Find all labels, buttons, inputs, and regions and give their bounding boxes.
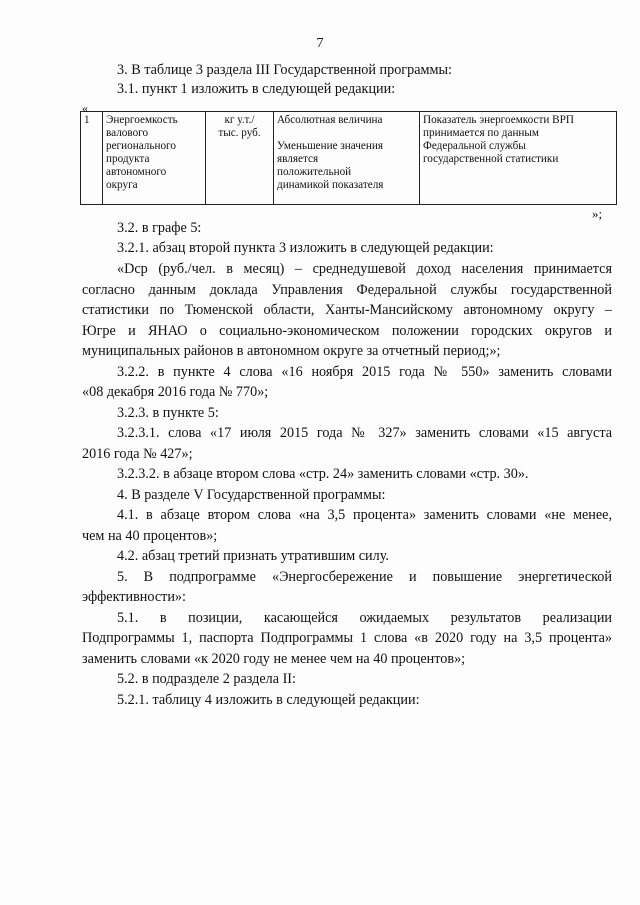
paragraph-line: 3.2.3. в пункте 5: <box>117 405 219 421</box>
paragraph-line: статистики по Тюменской области, Ханты-Мансийскому автономному округу – <box>82 302 612 318</box>
paragraph-line: 4. В разделе V Государственной программы: <box>117 487 386 503</box>
paragraph-line: 3.2.1. абзац второй пункта 3 изложить в следующей редакции: <box>117 240 494 256</box>
paragraph-line: 5.2.1. таблицу 4 изложить в следующей редакции: <box>117 692 420 708</box>
paragraph-line: 4.2. абзац третий признать утратившим силу. <box>117 548 389 564</box>
paragraph-line: согласно данным доклада Управления Федеральной службы государственной <box>82 282 612 298</box>
paragraph-line: чем на 40 процентов»; <box>82 528 218 544</box>
amendment-table <box>80 111 617 205</box>
paragraph-line: заменить словами «к 2020 году не менее чем на 40 процентов»; <box>82 651 466 667</box>
paragraph-line: 4.1. в абзаце втором слова «на 3,5 процента» заменить словами «не менее, <box>117 507 612 523</box>
paragraph-line: 5. В подпрограмме «Энергосбережение и повышение энергетической <box>117 569 612 585</box>
quote-open-mark: « <box>82 101 88 115</box>
paragraph-line: 3. В таблице 3 раздела III Государственной программы: <box>117 62 452 78</box>
quote-close-mark: »; <box>592 206 603 221</box>
table-cell-number: 1 <box>81 112 103 205</box>
paragraph-line: муниципальных районов в автономном округе за отчетный период;»; <box>82 343 501 359</box>
paragraph-line: 3.1. пункт 1 изложить в следующей редакции: <box>117 81 396 97</box>
paragraph-line: 3.2.3.1. слова «17 июля 2015 года № 327» заменить словами «15 августа <box>117 425 612 441</box>
paragraph-line: Подпрограммы 1, паспорта Подпрограммы 1 слова «в 2020 году на 3,5 процента» <box>82 630 612 646</box>
paragraph-line: 3.2.3.2. в абзаце втором слова «стр. 24» заменить словами «стр. 30». <box>117 466 529 482</box>
table-row <box>81 112 617 205</box>
paragraph-line: 2016 года № 427»; <box>82 446 193 462</box>
paragraph-line: «Dср (руб./чел. в месяц) – среднедушевой доход населения принимается <box>117 261 612 277</box>
paragraph-line: «08 декабря 2016 года № 770»; <box>82 384 269 400</box>
table-cell-value-type: Абсолютная величина Уменьшение значения является положительной динамикой показателя <box>274 112 420 205</box>
table-cell-indicator: Энергоемкость валового регионального продукта автономного округа <box>103 112 206 205</box>
paragraph-line: 5.2. в подразделе 2 раздела II: <box>117 671 296 687</box>
paragraph-line: 3.2. в графе 5: <box>117 220 202 236</box>
paragraph-line: 5.1. в позиции, касающейся ожидаемых результатов реализации <box>117 610 612 626</box>
table-cell-source: Показатель энергоемкости ВРП принимается по данным Федеральной службы государственной статистики <box>420 112 617 205</box>
page-number: 7 <box>316 36 324 51</box>
paragraph-line: Югре и ЯНАО о социально-экономическом положении городских округов и <box>82 323 612 339</box>
table-cell-unit: кг у.т./ тыс. руб. <box>206 112 274 205</box>
paragraph-line: эффективности»: <box>82 589 186 605</box>
paragraph-line: 3.2.2. в пункте 4 слова «16 ноября 2015 года № 550» заменить словами <box>117 364 612 380</box>
